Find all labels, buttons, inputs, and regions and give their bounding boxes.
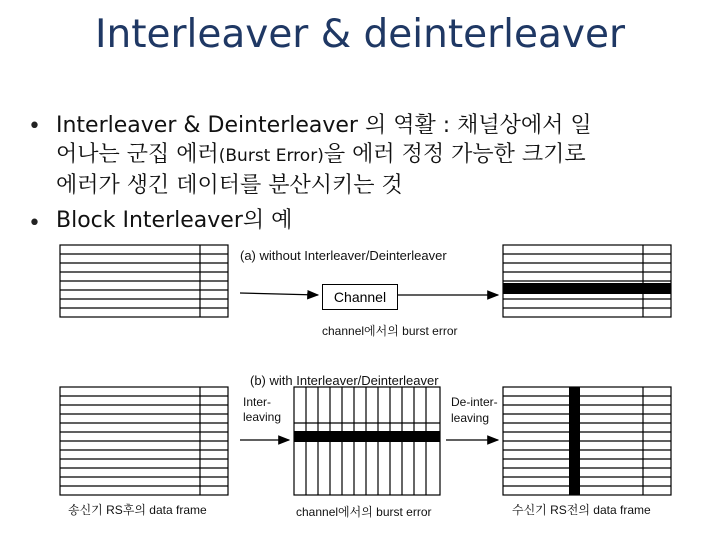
- label-without-interleaver: (a) without Interleaver/Deinterleaver: [240, 248, 447, 263]
- bullet-1-line-2c: 을 에러 정정 가능한 크기로: [323, 142, 586, 167]
- bullet-1-line-1: Interleaver & Deinterleaver 의 역활 : 채널상에서 일: [56, 113, 592, 138]
- frame-a-rx: [503, 245, 671, 317]
- burst-row-a: [503, 283, 671, 294]
- label-with-interleaver: (b) with Interleaver/Deinterleaver: [250, 373, 439, 388]
- burst-row-b: [294, 431, 440, 442]
- burst-error-label-a: channel에서의 burst error: [322, 324, 458, 338]
- interleaving-label-2: leaving: [243, 410, 282, 424]
- frame-a-tx: [60, 245, 228, 317]
- deinterleaving-label-1: De-inter-: [451, 395, 498, 409]
- channel-box: Channel: [322, 284, 398, 310]
- burst-error-label-b: channel에서의 burst error: [296, 505, 432, 519]
- frame-b-tx: [60, 387, 228, 495]
- tx-frame-label: 송신기 RS후의 data frame: [68, 503, 207, 517]
- interleaving-label-1: Inter-: [243, 395, 272, 409]
- bullet-1-line-2a: 어나는 군집 에러: [56, 142, 219, 167]
- frame-b-rx: [503, 387, 671, 495]
- bullet-dot-1: •: [28, 114, 41, 139]
- rx-frame-label: 수신기 RS전의 data frame: [512, 503, 651, 517]
- bullet-1-line-3: 에러가 생긴 데이터를 분산시키는 것: [56, 173, 403, 198]
- deinterleaving-label-2: leaving: [451, 411, 490, 425]
- burst-column-b: [569, 387, 580, 495]
- slide-title: Interleaver & deinterleaver: [94, 12, 626, 57]
- arrow-a-in: [240, 293, 318, 295]
- bullet-dot-2: •: [28, 211, 41, 236]
- bullet-1-burst-error: (Burst Error): [218, 146, 324, 166]
- bullet-2-text: Block Interleaver의 예: [56, 208, 293, 233]
